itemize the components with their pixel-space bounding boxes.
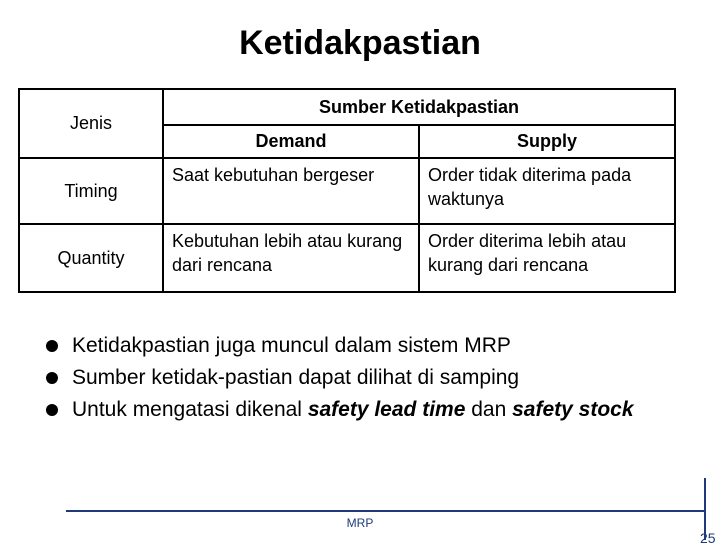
row-label-timing: Timing [19, 158, 163, 224]
bullet-dot-icon [46, 340, 58, 352]
bullet-dot-icon [46, 404, 58, 416]
header-supply: Supply [419, 125, 675, 158]
cell-text: Kebutuhan lebih atau kurang dari rencana [172, 231, 403, 275]
emphasis-safety-lead-time: safety lead time [307, 398, 466, 421]
header-sumber: Sumber Ketidakpastian [163, 89, 675, 125]
bullet-text: Ketidakpastian juga muncul dalam sistem MRP [72, 334, 511, 357]
emphasis-safety-stock: safety stock [512, 398, 634, 421]
bullet-dot-icon [46, 372, 58, 384]
cell-timing-supply [419, 158, 675, 224]
cell-quantity-demand [163, 224, 419, 292]
footer-divider [66, 510, 704, 512]
header-jenis: Jenis [19, 89, 163, 158]
cell-text: Order diterima lebih atau kurang dari rencana [428, 231, 627, 275]
page-number: 25 [700, 530, 716, 546]
cell-timing-demand [163, 158, 419, 224]
bullet-text: Untuk mengatasi dikenal [72, 398, 308, 421]
bullet-item [46, 394, 686, 426]
row-label-quantity: Quantity [19, 224, 163, 292]
slide-title: Ketidakpastian [239, 24, 481, 62]
uncertainty-table [18, 88, 676, 293]
bullet-text: Sumber ketidak-pastian dapat dilihat di samping [72, 366, 520, 389]
cell-quantity-supply [419, 224, 675, 292]
cell-text: Saat kebutuhan bergeser [172, 165, 375, 185]
header-demand: Demand [163, 125, 419, 158]
bullet-item [46, 362, 686, 394]
bullet-text: dan [465, 398, 513, 421]
bullet-list [46, 330, 686, 426]
bullet-item [46, 330, 686, 362]
footer-label: MRP [346, 516, 374, 530]
cell-text: Order tidak diterima pada waktunya [428, 165, 632, 209]
